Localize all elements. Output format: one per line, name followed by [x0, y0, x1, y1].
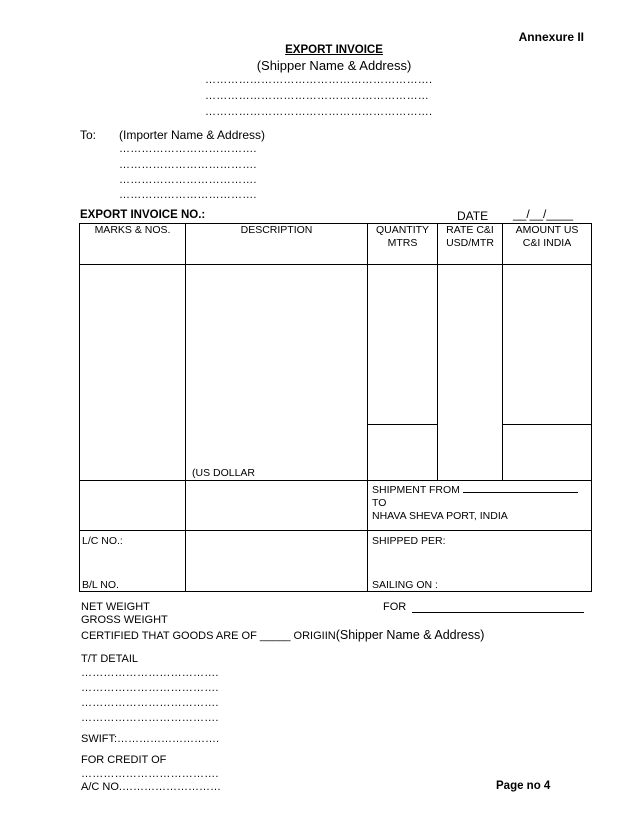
- tt-dots-line: ……………………………….: [81, 712, 219, 724]
- shipper-dots-line: ……………………………………………………: [205, 90, 429, 102]
- importer-dots-line: ……………………………….: [119, 159, 257, 171]
- table-row: [80, 531, 592, 592]
- col-amount-header: AMOUNT US C&I INDIA: [503, 224, 592, 265]
- table-header-row: [80, 224, 592, 265]
- shipped-per-label: SHIPPED PER:: [372, 535, 446, 547]
- page-number: Page no 4: [496, 780, 551, 792]
- net-weight-label: NET WEIGHT: [81, 601, 150, 613]
- for-signature-line: [412, 600, 584, 613]
- quantity-cell: [368, 265, 438, 481]
- cell-divider: [503, 424, 591, 425]
- credit-dots-line: ……………………………….: [81, 768, 219, 780]
- lc-no-label: L/C NO.:: [82, 535, 123, 547]
- gross-weight-label: GROSS WEIGHT: [81, 614, 168, 626]
- importer-name-address: (Importer Name & Address): [119, 128, 266, 142]
- shipment-cell: SHIPMENT FROM TO NHAVA SHEVA PORT, INDIA: [368, 481, 592, 531]
- col-rate-header: RATE C&I USD/MTR: [438, 224, 503, 265]
- port-name: NHAVA SHEVA PORT, INDIA: [372, 510, 508, 522]
- tt-dots-line: ……………………………….: [81, 667, 219, 679]
- ac-no-label: A/C NO.………………………: [81, 781, 221, 793]
- tt-dots-line: ……………………………….: [81, 697, 219, 709]
- table-row: [80, 265, 592, 481]
- swift-label: SWIFT:……………………….: [81, 733, 220, 745]
- invoice-table: [79, 223, 592, 592]
- document-title: EXPORT INVOICE: [285, 44, 383, 56]
- certified-origin-text: CERTIFIED THAT GOODS ARE OF _____ ORIGIIN(Shipper Name & Address): [81, 628, 485, 642]
- importer-dots-line: ……………………………….: [119, 143, 257, 155]
- us-dollar-label: (US DOLLAR: [192, 467, 256, 479]
- annexure-label: Annexure II: [518, 30, 584, 44]
- description-cell: [186, 265, 368, 481]
- col-marks-header: MARKS & NOS.: [80, 224, 186, 265]
- sailing-on-label: SAILING ON :: [372, 579, 438, 591]
- to-label: To:: [80, 128, 97, 142]
- date-label: DATE: [457, 209, 489, 223]
- shipper-dots-line: …………………………………………………….: [205, 74, 433, 86]
- rate-cell: [438, 265, 503, 481]
- for-credit-label: FOR CREDIT OF: [81, 754, 167, 766]
- lc-bl-cell: [80, 531, 186, 592]
- for-label: FOR: [383, 601, 407, 613]
- col-description-header: DESCRIPTION: [186, 224, 368, 265]
- invoice-no-label: EXPORT INVOICE NO.:: [80, 209, 206, 221]
- cell-divider: [368, 424, 437, 425]
- date-value: __/__/____: [513, 207, 574, 221]
- table-row: [80, 481, 592, 531]
- marks-cell: [80, 265, 186, 481]
- col-quantity-header: QUANTITY MTRS: [368, 224, 438, 265]
- importer-dots-line: ……………………………….: [119, 174, 257, 186]
- tt-detail-label: T/T DETAIL: [81, 653, 139, 665]
- tt-dots-line: ……………………………….: [81, 682, 219, 694]
- shipper-name-address: (Shipper Name & Address): [256, 58, 412, 73]
- amount-cell: [503, 265, 592, 481]
- shipped-cell: [368, 531, 592, 592]
- importer-dots-line: ……………………………….: [119, 189, 257, 201]
- bl-no-label: B/L NO.: [82, 579, 119, 591]
- shipper-dots-line: …………………………………………………….: [205, 106, 433, 118]
